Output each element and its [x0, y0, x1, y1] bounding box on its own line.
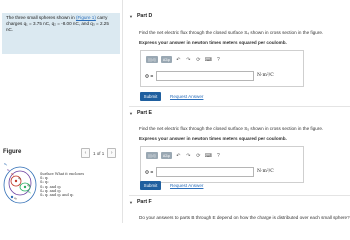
divider	[129, 195, 350, 196]
problem-statement	[2, 13, 120, 54]
legend-row: S₂ q₂	[40, 180, 49, 185]
reset-icon[interactable]: ⟳	[196, 56, 201, 63]
problem-pane	[0, 0, 123, 223]
surface-label-s3: S₃	[7, 168, 11, 172]
redo-icon[interactable]: ↷	[186, 152, 191, 159]
unit-label: N·m²/C	[257, 73, 274, 78]
part-d-question: Find the net electric flux through the closed surface S₄ shown in cross section in the figure.	[139, 30, 324, 35]
part-d-request-answer-link[interactable]: Request Answer	[170, 94, 204, 99]
part-e-request-answer-link[interactable]: Request Answer	[170, 183, 204, 188]
part-d-title: Part D	[136, 13, 153, 19]
part-d-submit-button[interactable]: Submit	[140, 92, 161, 101]
problem-text-suffix: carry charges q₁ = 3.75 nC, q₂ = -8.00 nC, and q₃ = 2.25 nC.	[6, 15, 109, 32]
chevron-right-icon[interactable]: ›	[107, 148, 116, 158]
part-e-instruction: Express your answer in newton times meters squared per coulomb.	[139, 136, 287, 141]
flux-answer-input[interactable]	[156, 71, 254, 81]
surface-legend	[40, 172, 84, 197]
sphere-q2	[24, 186, 26, 188]
variable-label: Φ =	[145, 74, 154, 80]
flux-answer-input[interactable]	[156, 167, 254, 177]
chevron-left-icon[interactable]: ‹	[81, 148, 90, 158]
keyboard-icon[interactable]: ⌨	[204, 56, 212, 63]
surface-label-s4: S₄	[4, 162, 8, 166]
part-d-instruction: Express your answer in newton times meters squared per coulomb.	[139, 40, 287, 45]
part-f-header[interactable]	[129, 199, 152, 205]
unit-label: N·m²/C	[257, 169, 274, 174]
undo-icon[interactable]: ↶	[176, 152, 181, 159]
sphere-label-q1: q₁	[18, 176, 21, 180]
figure-pager	[81, 148, 116, 158]
caret-down-icon: ▼	[129, 199, 133, 205]
legend-row: S₅ q₁ and q₂ and q₃	[40, 193, 74, 198]
figure-label: Figure	[3, 149, 22, 155]
sphere-label-q3: q₃	[14, 196, 17, 200]
matrix-template-button[interactable]: ▯▯√▯	[148, 57, 156, 62]
sphere-q1	[15, 180, 17, 182]
caret-down-icon: ▼	[129, 13, 133, 19]
pager-text: 1 of 1	[93, 150, 105, 156]
part-e-header[interactable]	[129, 110, 152, 116]
part-e-submit-button[interactable]: Submit	[140, 181, 161, 190]
part-f-title: Part F	[136, 199, 152, 205]
part-d-toolbar	[146, 56, 222, 63]
problem-text-prefix: The three small spheres shown in	[6, 15, 75, 20]
variable-label: Φ =	[145, 170, 154, 176]
legend-header: Surface What it encloses	[40, 172, 85, 176]
redo-icon[interactable]: ↷	[186, 56, 191, 63]
part-e-toolbar	[146, 152, 222, 159]
greek-symbols-button[interactable]: ΑΣφ	[162, 57, 170, 62]
help-button[interactable]: ?	[216, 56, 220, 63]
keyboard-icon[interactable]: ⌨	[204, 152, 212, 159]
part-e-answer-box	[140, 146, 304, 183]
undo-icon[interactable]: ↶	[176, 56, 181, 63]
answer-pane	[122, 0, 350, 223]
caret-down-icon: ▼	[129, 110, 133, 116]
legend-row: S₁ q₁	[40, 176, 49, 181]
figure-link[interactable]: (Figure 1)	[75, 15, 96, 20]
help-button[interactable]: ?	[216, 152, 220, 159]
surface-label-s2: S₂	[28, 190, 32, 194]
part-d-answer-box	[140, 50, 304, 87]
legend-row: S₃ q₁ and q₂	[40, 184, 62, 189]
greek-symbols-button[interactable]: ΑΣφ	[162, 153, 170, 158]
reset-icon[interactable]: ⟳	[196, 152, 201, 159]
part-d-header[interactable]	[129, 13, 152, 19]
legend-row: S₄ q₁ and q₃	[40, 188, 62, 193]
sphere-label-q2: q₂	[27, 183, 30, 187]
surface-label-s1: S₁	[11, 172, 15, 176]
part-e-title: Part E	[136, 110, 152, 116]
divider	[129, 106, 350, 107]
sphere-q3	[11, 196, 13, 198]
part-f-question: Do your answers to parts B through E depend on how the charge is distributed over each small sphere?	[139, 215, 350, 220]
part-e-question: Find the net electric flux through the closed surface S₅ shown in cross section in the figure.	[139, 126, 324, 131]
matrix-template-button[interactable]: ▯▯√▯	[148, 153, 156, 158]
